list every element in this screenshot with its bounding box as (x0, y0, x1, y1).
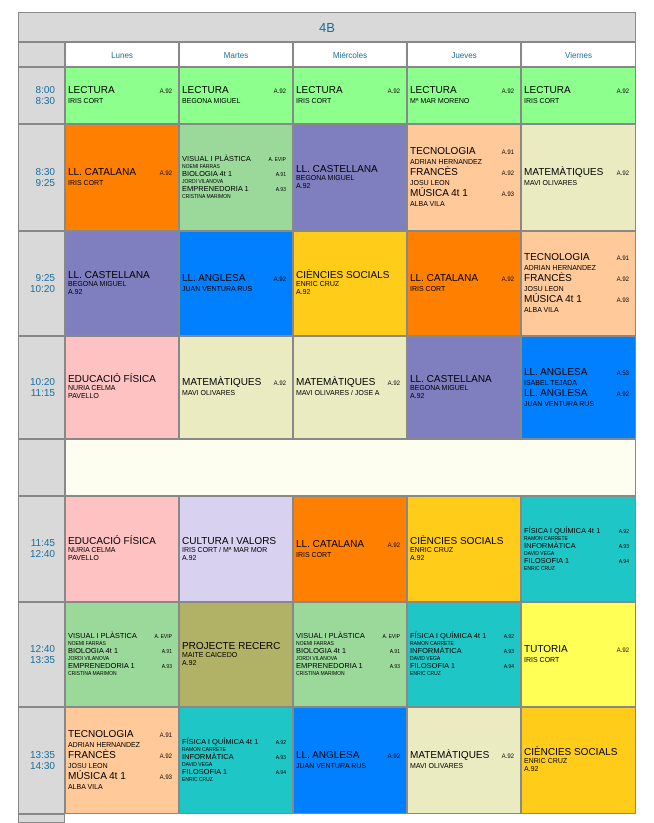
subject-row (68, 632, 176, 641)
subject-name: LECTURA (524, 85, 571, 96)
subject-name: LECTURA (68, 85, 115, 96)
teacher-line: MAITE CAICEDO (182, 652, 238, 659)
subject-name: EMPRENEDORIA 1 (182, 184, 249, 193)
class-cell[interactable] (293, 707, 407, 814)
subject-name: MÚSICA 4t 1 (524, 294, 582, 305)
teacher-line: IRIS CORT (524, 657, 560, 664)
subject-row (524, 542, 633, 551)
room-label: A.92 (616, 391, 629, 398)
teacher-line: IRIS CORT (68, 98, 104, 105)
teacher-line: ISABEL TEJADA (524, 379, 577, 387)
teacher-line: ENRIC CRUZ (524, 565, 555, 572)
teacher-line: JOSU LEON (410, 180, 450, 187)
subject-name: BIOLOGIA 4t 1 (182, 169, 233, 178)
subject-name: EDUCACIÓ FÍSICA (68, 535, 156, 547)
break-time-cell (18, 439, 65, 496)
subject-row (182, 273, 290, 286)
subject-name: EMPRENEDORIA 1 (296, 661, 363, 670)
teacher-line: DAVID VEGA (410, 656, 441, 662)
room-label: A.92 (501, 171, 514, 177)
subject-name: FRANCÈS (524, 273, 572, 284)
subject-row (410, 273, 518, 286)
subject-name: FÍSICA I QUÍMICA 4t 1 (182, 737, 259, 746)
class-cell[interactable] (293, 124, 407, 231)
subject-name: LECTURA (296, 85, 343, 96)
class-cell[interactable] (521, 231, 636, 336)
subject-row (68, 270, 176, 281)
class-cell[interactable] (293, 496, 407, 602)
subject-row (524, 273, 633, 286)
room-label: A.92 (503, 634, 514, 640)
subject-name: FRANCÈS (410, 167, 458, 178)
time-slot (18, 67, 65, 124)
subject-name: MATEMÀTIQUES (296, 377, 376, 388)
subject-name: MATEMÀTIQUES (182, 377, 262, 388)
time-start: 10:20 (29, 376, 55, 388)
subject-row (182, 155, 290, 164)
class-cell[interactable] (521, 124, 636, 231)
room-label: A.92 (275, 740, 286, 746)
teacher-line: MAVI OLIVARES / JOSE A (296, 390, 380, 397)
room-label: A.92 (387, 381, 400, 387)
teacher-line: NÚRIA CELMA (68, 546, 116, 554)
time-start: 12:40 (29, 643, 55, 655)
time-end: 14:30 (29, 760, 55, 772)
room-label: A.92 (273, 381, 286, 387)
subject-row (68, 374, 176, 385)
subject-row (410, 146, 518, 159)
class-cell[interactable] (179, 124, 293, 231)
room-label: A.93 (501, 192, 514, 198)
subject-row (524, 85, 633, 98)
subject-row (182, 185, 290, 194)
class-cell[interactable] (179, 496, 293, 602)
time-slot (18, 707, 65, 814)
subject-row (410, 167, 518, 180)
teacher-line: BEGOÑA MIGUEL (182, 98, 241, 105)
timetable-title: 4B (18, 12, 636, 42)
teacher-line: ALBA VILA (524, 307, 559, 314)
teacher-line: CRISTINA MARIMÓN (68, 671, 117, 677)
class-cell[interactable] (293, 336, 407, 439)
subject-name: LL. ANGLESA (524, 366, 588, 378)
room-label: A.92 (501, 89, 514, 95)
class-cell[interactable] (293, 231, 407, 336)
teacher-line: A.92 (182, 554, 197, 562)
subject-name: MÚSICA 4t 1 (68, 771, 126, 782)
class-cell[interactable] (65, 707, 179, 814)
room-label: A.93 (616, 298, 629, 304)
class-cell[interactable] (521, 496, 636, 602)
teacher-line: ENRIC CRUZ (182, 777, 213, 783)
subject-name: EMPRENEDORIA 1 (68, 661, 135, 670)
subject-name: CIÈNCIES SOCIALS (410, 535, 504, 547)
time-start: 8:00 (35, 84, 55, 96)
teacher-line: JUAN VENTURA RUS (296, 763, 367, 770)
teacher-line: RAMON CARRETÉ (410, 641, 454, 647)
room-label: A.53 (616, 370, 629, 377)
subject-name: FILOSOFIA 1 (410, 661, 456, 670)
subject-name: CULTURA I VALORS (182, 535, 277, 547)
class-cell[interactable] (65, 602, 179, 707)
teacher-line: ENRIC CRUZ (410, 671, 441, 677)
subject-row (296, 632, 404, 641)
teacher-line: CRISTINA MARIMÓN (182, 194, 231, 200)
subject-row (524, 527, 633, 536)
time-end: 10:20 (29, 283, 55, 295)
room-label: A. EVIP (154, 634, 172, 640)
subject-name: LL. ANGLESA (182, 273, 246, 284)
teacher-line: A.92 (296, 289, 311, 296)
teacher-line: MAVI OLIVARES (182, 390, 236, 397)
subject-row (410, 85, 518, 98)
subject-name: EDUCACIÓ FÍSICA (68, 374, 156, 385)
teacher-line: JOSU LEON (68, 763, 108, 770)
teacher-line: ADRIÁN HERNÁNDEZ (68, 742, 140, 749)
room-label: A.91 (501, 150, 514, 156)
teacher-line: A.92 (410, 554, 425, 562)
subject-row (410, 750, 518, 763)
break-row (65, 439, 636, 496)
teacher-line: JOSU LEON (524, 286, 564, 293)
room-label: A.91 (616, 256, 629, 262)
room-label: A.92 (616, 277, 629, 283)
class-cell[interactable] (179, 231, 293, 336)
subject-name: FÍSICA I QUÍMICA 4t 1 (524, 525, 601, 535)
subject-row (68, 771, 176, 784)
subject-name: CIÈNCIES SOCIALS (296, 270, 390, 281)
time-end: 8:30 (35, 95, 55, 107)
class-cell[interactable] (407, 496, 521, 602)
room-label: A.92 (273, 277, 286, 283)
time-start: 8:30 (35, 166, 55, 178)
room-label: A.92 (616, 171, 629, 177)
class-cell[interactable] (407, 231, 521, 336)
subject-name: TECNOLOGIA (410, 146, 476, 157)
teacher-line: Mª MAR MORENO (410, 98, 470, 105)
time-end: 9:25 (35, 177, 55, 189)
subject-name: INFORMÀTICA (524, 540, 576, 550)
teacher-line: A.92 (182, 660, 197, 667)
room-label: A.92 (501, 754, 514, 760)
teacher-line: MAVI OLIVARES (410, 763, 464, 770)
room-label: A.91 (275, 172, 286, 178)
subject-row (68, 167, 176, 180)
class-cell[interactable] (407, 707, 521, 814)
teacher-line: NOEMÍ FARRÀS (182, 164, 220, 170)
subject-name: LECTURA (182, 85, 229, 96)
subject-row (524, 747, 633, 758)
subject-name: FÍSICA I QUÍMICA 4t 1 (410, 631, 487, 640)
room-label: A. EVIP (382, 634, 400, 640)
time-start: 9:25 (35, 272, 55, 284)
room-label: A.92 (159, 754, 172, 760)
teacher-line: ENRIC CRUZ (410, 546, 454, 554)
class-cell[interactable] (407, 124, 521, 231)
time-end: 11:15 (30, 387, 55, 399)
class-cell[interactable] (407, 602, 521, 707)
subject-name: FILOSOFIA 1 (524, 555, 570, 565)
subject-row (296, 539, 404, 552)
class-cell[interactable] (407, 336, 521, 439)
subject-row (410, 662, 518, 671)
subject-row (410, 632, 518, 641)
class-cell[interactable] (65, 496, 179, 602)
room-label: A.92 (501, 277, 514, 283)
subject-name: FILOSOFIA 1 (182, 767, 228, 776)
teacher-line: JUAN VENTURA RUS (182, 286, 253, 293)
teacher-line: JORDI VILANOVA (182, 179, 224, 185)
teacher-line: A.92 (68, 289, 83, 296)
subject-row (182, 85, 290, 98)
subject-row (182, 738, 290, 747)
teacher-line: JORDI VILANOVA (296, 656, 338, 662)
room-label: A.92 (387, 542, 400, 549)
room-label: A.93 (161, 664, 172, 670)
subject-row (182, 377, 290, 390)
room-label: A.92 (273, 89, 286, 95)
subject-row (524, 644, 633, 657)
room-label: A.92 (387, 754, 400, 760)
teacher-line: A.92 (410, 393, 425, 400)
subject-row (296, 377, 404, 390)
subject-row (524, 294, 633, 307)
day-header-1: Martes (179, 42, 293, 67)
time-slot (18, 496, 65, 602)
subject-name: LL. CASTELLANA (410, 374, 492, 385)
subject-row (296, 85, 404, 98)
room-label: A.93 (503, 649, 514, 655)
subject-row (182, 768, 290, 777)
teacher-line: MAVI OLIVARES (524, 180, 578, 187)
room-label: A.93 (159, 775, 172, 781)
teacher-line: ENRIC CRUZ (524, 758, 568, 765)
teacher-line: NOEMÍ FARRÀS (296, 641, 334, 647)
subject-row (296, 662, 404, 671)
subject-name: TECNOLOGIA (68, 729, 134, 740)
subject-name: TECNOLOGIA (524, 252, 590, 263)
teacher-line: DAVID VEGA (524, 550, 555, 557)
room-label: A.94 (275, 770, 286, 776)
room-label: A.92 (387, 89, 400, 95)
subject-name: BIOLOGIA 4t 1 (296, 646, 347, 655)
subject-name: BIOLOGIA 4t 1 (68, 646, 119, 655)
subject-row (68, 647, 176, 656)
header-corner (18, 42, 65, 67)
subject-name: VISUAL I PLÀSTICA (296, 631, 365, 640)
subject-name: LL. CATALANA (410, 273, 478, 284)
teacher-line: ALBA VILA (68, 784, 103, 791)
day-header-3: Jueves (407, 42, 521, 67)
room-label: A.92 (616, 89, 629, 95)
day-header-4: Viernes (521, 42, 636, 67)
teacher-line: IRIS CORT (296, 98, 332, 105)
room-label: A.92 (616, 648, 629, 654)
room-label: A.92 (159, 89, 172, 95)
teacher-line: A.92 (296, 183, 311, 190)
teacher-line: NOEMÍ FARRÀS (68, 641, 106, 647)
room-label: A.91 (159, 733, 172, 739)
teacher-line: PAVELLÓ (68, 554, 99, 562)
teacher-line: ADRIÁN HERNÁNDEZ (524, 265, 596, 272)
subject-row (68, 729, 176, 742)
teacher-line: JORDI VILANOVA (68, 656, 110, 662)
time-slot (18, 231, 65, 336)
teacher-line: NÚRIA CELMA (68, 385, 116, 392)
time-start: 11:45 (30, 538, 55, 549)
footer-time-cell (18, 814, 65, 823)
room-label: A.93 (275, 187, 286, 193)
teacher-line: RAMON CARRETÉ (524, 535, 568, 542)
subject-name: VISUAL I PLÀSTICA (182, 154, 251, 163)
subject-row (296, 164, 404, 175)
class-cell[interactable] (65, 336, 179, 439)
subject-name: PROJECTE RECERC (182, 641, 281, 652)
subject-name: CIÈNCIES SOCIALS (524, 747, 618, 758)
teacher-line: IRIS CORT (524, 98, 560, 105)
subject-row (524, 252, 633, 265)
subject-name: TUTORIA (524, 644, 568, 655)
subject-name: MATEMÀTIQUES (410, 750, 490, 761)
teacher-line: BEGOÑA MIGUEL (296, 175, 355, 182)
subject-row (68, 536, 176, 547)
subject-name: VISUAL I PLÀSTICA (68, 631, 137, 640)
class-cell[interactable] (65, 67, 179, 124)
class-cell[interactable] (407, 67, 521, 124)
subject-row (182, 170, 290, 179)
subject-row (68, 662, 176, 671)
teacher-line: BEGOÑA MIGUEL (410, 385, 469, 392)
teacher-line: IRIS CORT (410, 286, 446, 293)
subject-row (410, 536, 518, 547)
room-label: A.94 (503, 664, 514, 670)
subject-row (524, 367, 633, 380)
subject-row (410, 374, 518, 385)
class-cell[interactable] (293, 67, 407, 124)
teacher-line: A.92 (524, 766, 539, 773)
teacher-line: IRIS CORT (296, 551, 332, 559)
room-label: A.93 (275, 755, 286, 761)
subject-row (68, 750, 176, 763)
teacher-line: CRISTINA MARIMÓN (296, 671, 345, 677)
teacher-line: PAVELLÓ (68, 393, 99, 400)
subject-name: LL. CASTELLANA (68, 270, 150, 281)
teacher-line: ADRIÁN HERNÁNDEZ (410, 159, 482, 166)
room-label: A.92 (618, 528, 629, 535)
subject-name: FRANCÈS (68, 750, 116, 761)
class-cell[interactable] (179, 336, 293, 439)
subject-name: MÚSICA 4t 1 (410, 188, 468, 199)
subject-row (524, 388, 633, 401)
room-label: A.93 (618, 543, 629, 550)
teacher-line: DAVID VEGA (182, 762, 213, 768)
teacher-line: ALBA VILA (410, 201, 445, 208)
time-end: 12:40 (29, 549, 55, 560)
subject-name: LL. CASTELLANA (296, 164, 378, 175)
day-header-0: Lunes (65, 42, 179, 67)
subject-row (410, 647, 518, 656)
time-slot (18, 602, 65, 707)
room-label: A.92 (159, 171, 172, 177)
class-cell[interactable] (293, 602, 407, 707)
subject-name: LL. CATALANA (296, 538, 364, 550)
teacher-line: IRIS CORT / Mª MAR MOR (182, 546, 268, 554)
class-cell[interactable] (521, 336, 636, 439)
class-cell[interactable] (65, 124, 179, 231)
class-cell[interactable] (65, 231, 179, 336)
class-cell[interactable] (521, 707, 636, 814)
class-cell[interactable] (521, 67, 636, 124)
subject-row (296, 750, 404, 763)
day-header-2: Miércoles (293, 42, 407, 67)
teacher-line: ENRIC CRUZ (296, 281, 340, 288)
subject-row (524, 167, 633, 180)
subject-name: MATEMÀTIQUES (524, 167, 604, 178)
subject-row (296, 647, 404, 656)
subject-row (524, 557, 633, 566)
class-cell[interactable] (521, 602, 636, 707)
time-start: 13:35 (29, 749, 55, 761)
subject-name: INFORMÀTICA (410, 646, 462, 655)
subject-row (68, 85, 176, 98)
subject-name: LL. ANGLESA (296, 750, 360, 761)
subject-name: LECTURA (410, 85, 457, 96)
room-label: A.91 (389, 649, 400, 655)
subject-row (410, 188, 518, 201)
subject-row (182, 753, 290, 762)
teacher-line: JUAN VENTURA RUS (524, 400, 595, 408)
room-label: A.91 (161, 649, 172, 655)
room-label: A.94 (618, 558, 629, 565)
teacher-line: RAMON CARRETÉ (182, 747, 226, 753)
room-label: A.93 (389, 664, 400, 670)
class-cell[interactable] (179, 67, 293, 124)
subject-row (182, 536, 290, 547)
class-cell[interactable] (179, 707, 293, 814)
subject-name: LL. CATALANA (68, 167, 136, 178)
subject-row (182, 641, 290, 652)
subject-name: INFORMÀTICA (182, 752, 234, 761)
time-slot (18, 336, 65, 439)
room-label: A. EVIP (268, 157, 286, 163)
time-slot (18, 124, 65, 231)
teacher-line: BEGOÑA MIGUEL (68, 281, 127, 288)
class-cell[interactable] (179, 602, 293, 707)
teacher-line: IRIS CORT (68, 180, 104, 187)
subject-row (296, 270, 404, 281)
time-end: 13:35 (29, 654, 55, 666)
subject-name: LL. ANGLESA (524, 387, 588, 399)
